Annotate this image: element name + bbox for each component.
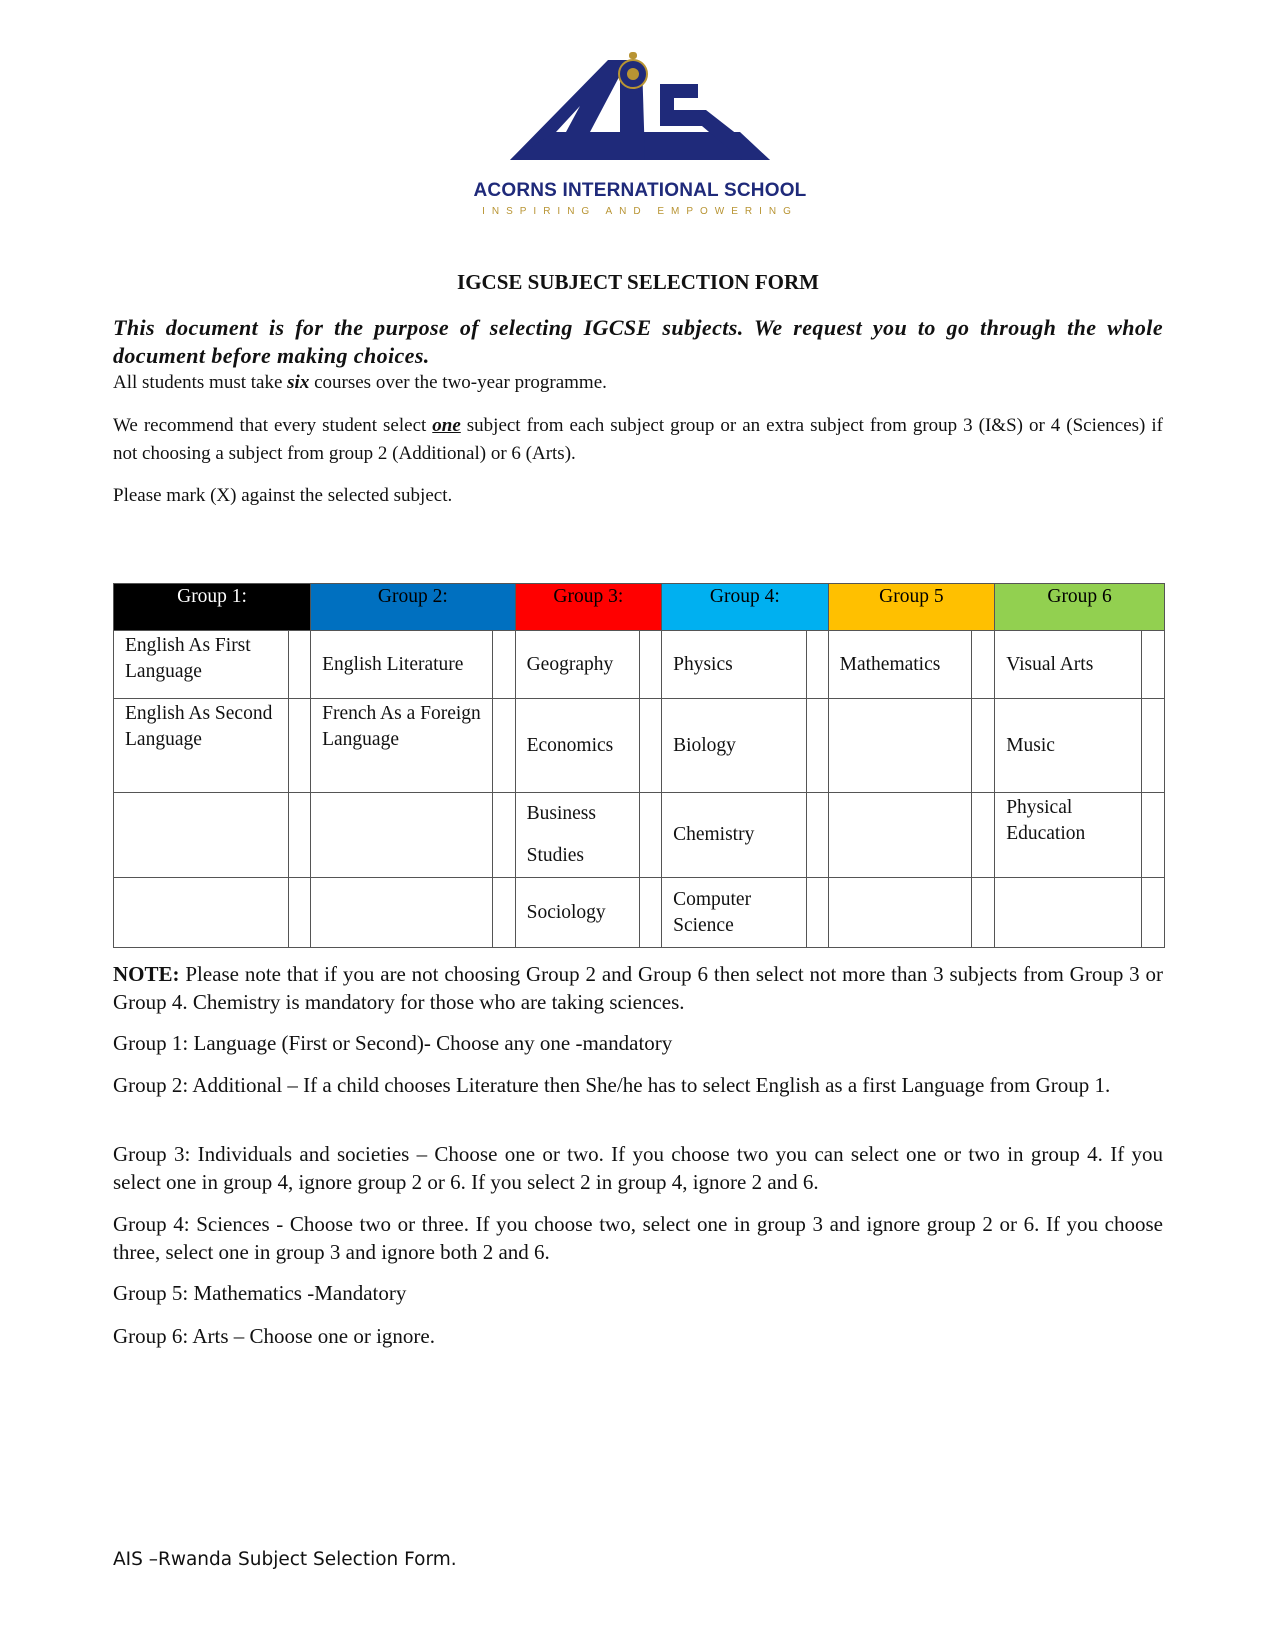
note-text: Please note that if you are not choosing Group 2 and Group 6 then select not more than 3 subjects from Group 3 or Group 4. Chemistry is mandatory for those who are taking sciences. [113, 962, 1163, 1014]
note-paragraph [113, 960, 1163, 1016]
note-label: NOTE: [113, 962, 180, 986]
subject-cell: Chemistry [662, 793, 806, 878]
selection-checkbox[interactable] [639, 793, 661, 878]
subject-cell: English Literature [311, 631, 493, 699]
p1-before: All students must take [113, 372, 288, 393]
subject-cell [311, 878, 493, 948]
group-note-1: Group 1: Language (First or Second)- Choose any one -mandatory [113, 1031, 673, 1055]
subject-cell [828, 699, 971, 793]
logo-emblem [470, 48, 810, 178]
selection-checkbox[interactable] [493, 878, 515, 948]
subject-cell [828, 793, 971, 878]
school-logo [470, 48, 810, 223]
group-header-6: Group 6 [995, 584, 1165, 631]
selection-checkbox[interactable] [639, 631, 661, 699]
selection-checkbox[interactable] [806, 631, 828, 699]
selection-checkbox[interactable] [288, 631, 310, 699]
selection-checkbox[interactable] [1141, 793, 1164, 878]
group-header-5: Group 5 [828, 584, 995, 631]
group-header-1: Group 1: [114, 584, 311, 631]
p2-emph: one [432, 415, 461, 436]
selection-checkbox[interactable] [806, 793, 828, 878]
selection-checkbox[interactable] [1141, 631, 1164, 699]
subject-cell: English As First Language [114, 631, 289, 699]
subject-cell: Business Studies [515, 793, 639, 878]
subject-cell: Computer Science [662, 878, 806, 948]
subject-cell: Music [995, 699, 1142, 793]
selection-checkbox[interactable] [971, 878, 994, 948]
form-title: IGCSE SUBJECT SELECTION FORM [457, 270, 819, 294]
subject-cell: Visual Arts [995, 631, 1142, 699]
group-header-3: Group 3: [515, 584, 662, 631]
selection-checkbox[interactable] [971, 699, 994, 793]
subject-cell: Physics [662, 631, 806, 699]
selection-checkbox[interactable] [806, 699, 828, 793]
paragraph-six-courses [113, 369, 1163, 397]
paragraph-recommendation [113, 412, 1163, 468]
selection-checkbox[interactable] [288, 699, 310, 793]
selection-checkbox[interactable] [971, 631, 994, 699]
subject-cell: Geography [515, 631, 639, 699]
p2-before: We recommend that every student select [113, 415, 433, 436]
table-row [114, 793, 1165, 878]
subject-cell: Physical Education [995, 793, 1142, 878]
table-row [114, 631, 1165, 699]
subject-cell [311, 793, 493, 878]
selection-checkbox[interactable] [1141, 699, 1164, 793]
group-header-2: Group 2: [311, 584, 515, 631]
subject-cell: Mathematics [828, 631, 971, 699]
table-row [114, 878, 1165, 948]
group-note-4: Group 4: Sciences - Choose two or three. If you choose two, select one in group 3 and ignore group 2 or 6. If you choose three, select one in group 3 and ignore both 2 and 6. [113, 1212, 1163, 1264]
subject-cell: Biology [662, 699, 806, 793]
selection-checkbox[interactable] [288, 793, 310, 878]
selection-checkbox[interactable] [288, 878, 310, 948]
subject-cell [114, 793, 289, 878]
selection-checkbox[interactable] [493, 699, 515, 793]
selection-checkbox[interactable] [639, 878, 661, 948]
group-note-2: Group 2: Additional – If a child chooses Literature then She/he has to select English as a first Language from Group 1. [113, 1073, 1111, 1097]
paragraph-instruction: Please mark (X) against the selected subject. [113, 485, 453, 506]
subject-cell [995, 878, 1142, 948]
p2-after: subject from each subject group or an extra subject from group 3 (I&S) or 4 (Sciences) if not choosing a subject from group 2 (Additional) or 6 (Arts). [113, 415, 1163, 464]
p1-emph: six [287, 372, 310, 393]
subject-cell [114, 878, 289, 948]
p1-after: courses over the two-year programme. [309, 372, 607, 393]
table-row [114, 699, 1165, 793]
subject-cell: Economics [515, 699, 639, 793]
group-header-row [114, 584, 1165, 631]
subject-table [113, 583, 1165, 948]
selection-checkbox[interactable] [493, 793, 515, 878]
group-note-6: Group 6: Arts – Choose one or ignore. [113, 1324, 435, 1348]
subject-cell: Sociology [515, 878, 639, 948]
group-note-5: Group 5: Mathematics -Mandatory [113, 1281, 407, 1305]
page-footer: AIS –Rwanda Subject Selection Form. [113, 1549, 457, 1570]
group-note-3: Group 3: Individuals and societies – Choose one or two. If you choose two you can select one or two in group 4. If you select one in group 4, ignore group 2 or 6. If you select 2 in group 4, ignore 2 and 6. [113, 1142, 1163, 1194]
school-tagline: INSPIRING AND EMPOWERING [482, 206, 798, 217]
selection-checkbox[interactable] [806, 878, 828, 948]
subject-cell [828, 878, 971, 948]
subject-cell: French As a Foreign Language [311, 699, 493, 793]
school-name: ACORNS INTERNATIONAL SCHOOL [473, 180, 807, 201]
intro-text: This document is for the purpose of selecting IGCSE subjects. We request you to go through the whole document before making choices. [113, 315, 1163, 368]
selection-checkbox[interactable] [639, 699, 661, 793]
selection-checkbox[interactable] [971, 793, 994, 878]
selection-checkbox[interactable] [1141, 878, 1164, 948]
subject-cell: English As Second Language [114, 699, 289, 793]
selection-checkbox[interactable] [493, 631, 515, 699]
group-header-4: Group 4: [662, 584, 829, 631]
